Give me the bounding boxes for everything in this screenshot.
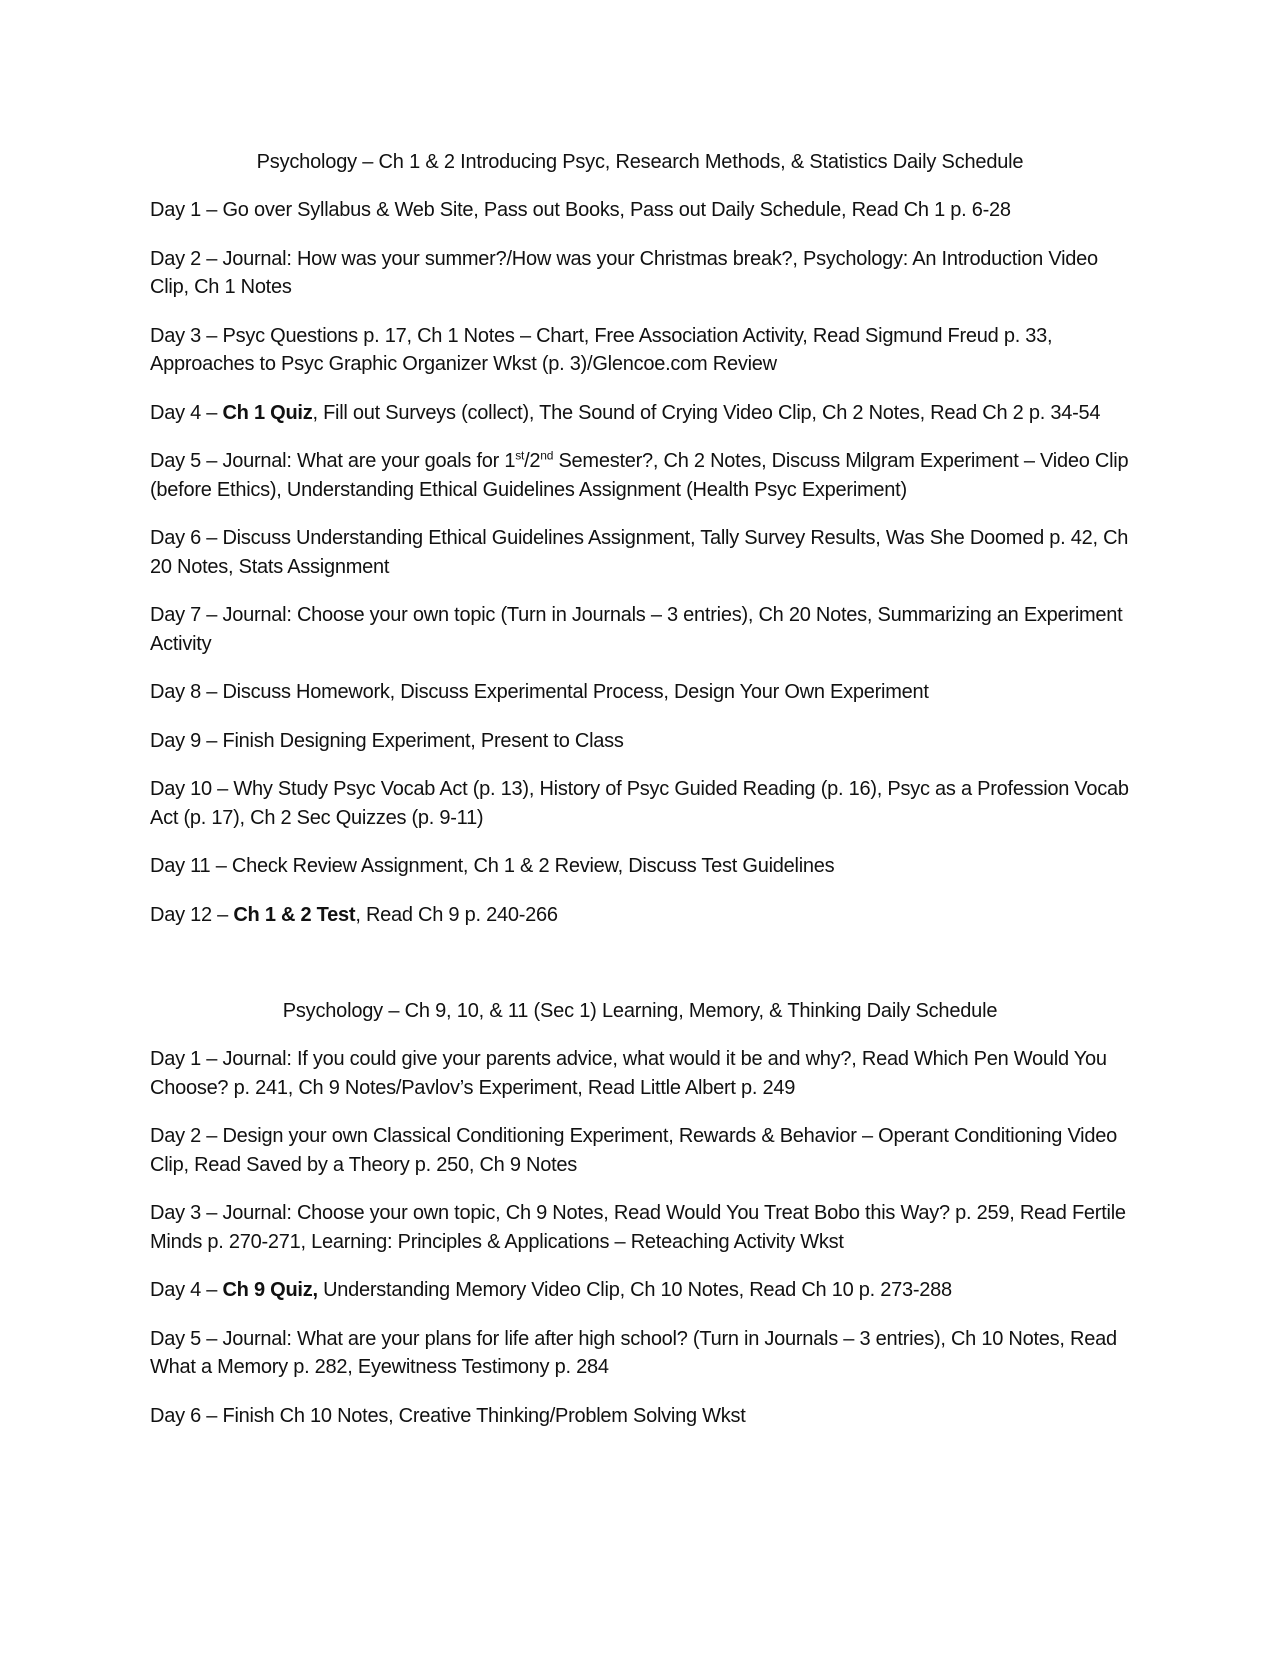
- day-entry: Day 2 – Journal: How was your summer?/How was your Christmas break?, Psychology: An Introduction Video Clip, Ch 1 Notes: [150, 247, 1098, 298]
- day-entry: Day 5 – Journal: What are your goals for 1st/2nd Semester?, Ch 2 Notes, Discuss Milgram Experiment – Video Clip (before Ethics), Understanding Ethical Guidelines Assignment (Health Psyc Experiment): [150, 448, 1129, 501]
- day-entry: Day 3 – Journal: Choose your own topic, Ch 9 Notes, Read Would You Treat Bobo this Way? p. 259, Read Fertile Minds p. 270-271, Learning: Principles & Applications – Reteaching Activity Wkst: [150, 1202, 1126, 1253]
- day-entry: Day 1 – Go over Syllabus & Web Site, Pass out Books, Pass out Daily Schedule, Read Ch 1 p. 6-28: [150, 199, 1011, 221]
- schedule-title-2: Psychology – Ch 9, 10, & 11 (Sec 1) Learning, Memory, & Thinking Daily Schedule: [282, 1000, 998, 1022]
- day-entry: Day 10 – Why Study Psyc Vocab Act (p. 13), History of Psyc Guided Reading (p. 16), Psyc as a Profession Vocab Act (p. 17), Ch 2 Sec Quizzes (p. 9-11): [150, 778, 1129, 829]
- day-entry: Day 6 – Finish Ch 10 Notes, Creative Thinking/Problem Solving Wkst: [150, 1404, 746, 1427]
- day-entry: Day 12 – Ch 1 & 2 Test, Read Ch 9 p. 240-266: [150, 903, 558, 926]
- day-entry: Day 11 – Check Review Assignment, Ch 1 & 2 Review, Discuss Test Guidelines: [150, 855, 835, 877]
- day-entry: Day 2 – Design your own Classical Conditioning Experiment, Rewards & Behavior – Operant Conditioning Video Clip, Read Saved by a Theory p. 250, Ch 9 Notes: [150, 1125, 1117, 1176]
- schedule-title-1: Psychology – Ch 1 & 2 Introducing Psyc, Research Methods, & Statistics Daily Schedule: [256, 151, 1024, 173]
- day-entry: Day 9 – Finish Designing Experiment, Present to Class: [150, 729, 624, 752]
- day-entry: Day 8 – Discuss Homework, Discuss Experimental Process, Design Your Own Experiment: [150, 681, 929, 703]
- document-page: [150, 148, 1130, 1450]
- day-entry: Day 7 – Journal: Choose your own topic (Turn in Journals – 3 entries), Ch 20 Notes, Summarizing an Experiment Activity: [150, 604, 1123, 655]
- day-entry: Day 6 – Discuss Understanding Ethical Guidelines Assignment, Tally Survey Results, Was She Doomed p. 42, Ch 20 Notes, Stats Assignment: [150, 527, 1129, 578]
- section-spacer: [150, 949, 1130, 997]
- day-entry: Day 4 – Ch 9 Quiz, Understanding Memory Video Clip, Ch 10 Notes, Read Ch 10 p. 273-288: [150, 1279, 952, 1301]
- quiz-label: Ch 9 Quiz,: [222, 1279, 318, 1301]
- day-entry: Day 3 – Psyc Questions p. 17, Ch 1 Notes – Chart, Free Association Activity, Read Sigmund Freud p. 33, Approaches to Psyc Graphic Organizer Wkst (p. 3)/Glencoe.com Review: [150, 324, 1053, 375]
- test-label: Ch 1 & 2 Test: [233, 903, 356, 926]
- day-entry: Day 4 – Ch 1 Quiz, Fill out Surveys (collect), The Sound of Crying Video Clip, Ch 2 Notes, Read Ch 2 p. 34-54: [150, 401, 1101, 424]
- day-entry: Day 1 – Journal: If you could give your parents advice, what would it be and why?, Read Which Pen Would You Choose? p. 241, Ch 9 Notes/Pavlov’s Experiment, Read Little Albert p. 249: [150, 1048, 1107, 1099]
- quiz-label: Ch 1 Quiz: [222, 401, 313, 424]
- day-entry: Day 5 – Journal: What are your plans for life after high school? (Turn in Journals – 3 entries), Ch 10 Notes, Read What a Memory p. 282, Eyewitness Testimony p. 284: [150, 1327, 1117, 1378]
